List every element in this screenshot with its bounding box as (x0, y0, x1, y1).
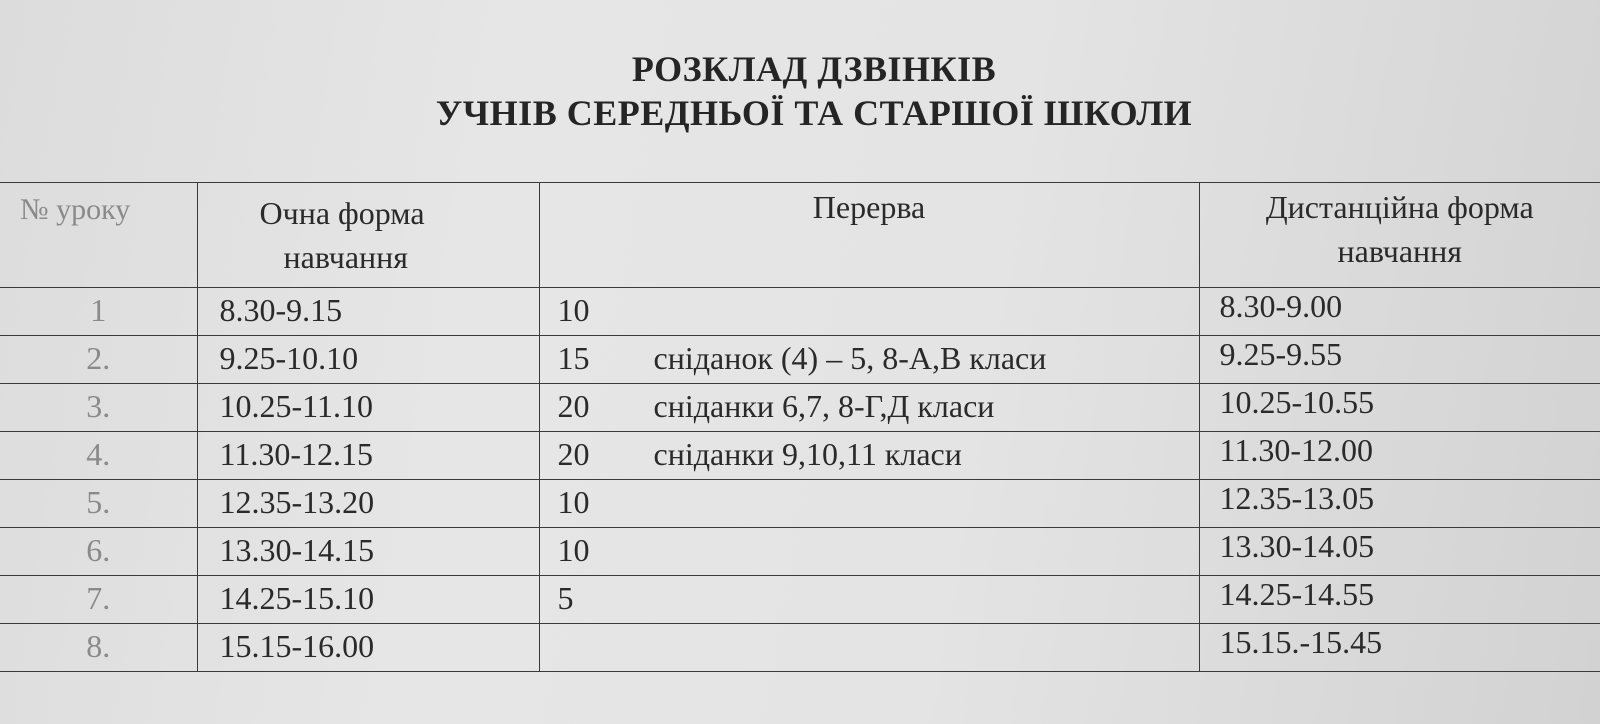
lesson-number: 6. (0, 528, 197, 576)
table-header-row (0, 183, 1600, 288)
table-row (0, 432, 1600, 480)
distance-time: 9.25-9.55 (1199, 336, 1600, 384)
table-row (0, 528, 1600, 576)
in-person-time: 14.25-15.10 (197, 576, 539, 624)
break-note: сніданки 9,10,11 класи (653, 436, 962, 472)
break-minutes: 20 (557, 436, 590, 472)
lesson-number: 1 (0, 288, 197, 336)
break-note: сніданки 6,7, 8-Г,Д класи (653, 388, 995, 424)
header-distance-line1: Дистанційна форма (1265, 189, 1534, 225)
header-in-person-line2: навчання (283, 239, 408, 275)
in-person-time: 13.30-14.15 (197, 528, 539, 576)
distance-time: 12.35-13.05 (1199, 480, 1600, 528)
lesson-number: 3. (0, 384, 197, 432)
break-minutes: 10 (557, 292, 590, 328)
break-minutes: 10 (557, 484, 590, 520)
header-in-person-line1: Очна форма (259, 195, 425, 231)
table-row (0, 480, 1600, 528)
table-row (0, 336, 1600, 384)
page-subtitle: УЧНІВ СЕРЕДНЬОЇ ТА СТАРШОЇ ШКОЛИ (435, 93, 1193, 133)
distance-time: 10.25-10.55 (1199, 384, 1600, 432)
break-cell (539, 432, 1199, 480)
header-lesson-number: № уроку (0, 183, 197, 288)
page-title: РОЗКЛАД ДЗВІНКІВ (631, 49, 997, 89)
break-cell (539, 528, 1199, 576)
lesson-number: 4. (0, 432, 197, 480)
header-break: Перерва (539, 183, 1199, 288)
distance-time: 14.25-14.55 (1199, 576, 1600, 624)
distance-time: 13.30-14.05 (1199, 528, 1600, 576)
table-row (0, 624, 1600, 672)
in-person-time: 8.30-9.15 (197, 288, 539, 336)
break-minutes: 15 (557, 340, 590, 376)
table-row (0, 288, 1600, 336)
header-distance-line2: навчання (1337, 233, 1462, 269)
header-distance (1199, 183, 1600, 288)
distance-time: 8.30-9.00 (1199, 288, 1600, 336)
bell-schedule-table (0, 182, 1600, 672)
header-in-person (197, 183, 539, 288)
break-minutes: 10 (557, 532, 590, 568)
break-cell (539, 336, 1199, 384)
break-cell (539, 480, 1199, 528)
in-person-time: 10.25-11.10 (197, 384, 539, 432)
break-cell (539, 288, 1199, 336)
lesson-number: 8. (0, 624, 197, 672)
break-note: сніданок (4) – 5, 8-А,В класи (653, 340, 1047, 376)
table-row (0, 384, 1600, 432)
in-person-time: 12.35-13.20 (197, 480, 539, 528)
lesson-number: 5. (0, 480, 197, 528)
break-minutes: 5 (557, 580, 574, 616)
in-person-time: 9.25-10.10 (197, 336, 539, 384)
table-body (0, 288, 1600, 672)
in-person-time: 15.15-16.00 (197, 624, 539, 672)
distance-time: 11.30-12.00 (1199, 432, 1600, 480)
in-person-time: 11.30-12.15 (197, 432, 539, 480)
break-cell (539, 384, 1199, 432)
distance-time: 15.15.-15.45 (1199, 624, 1600, 672)
break-minutes: 20 (557, 388, 590, 424)
lesson-number: 7. (0, 576, 197, 624)
break-cell (539, 624, 1199, 672)
lesson-number: 2. (0, 336, 197, 384)
table-row (0, 576, 1600, 624)
break-cell (539, 576, 1199, 624)
